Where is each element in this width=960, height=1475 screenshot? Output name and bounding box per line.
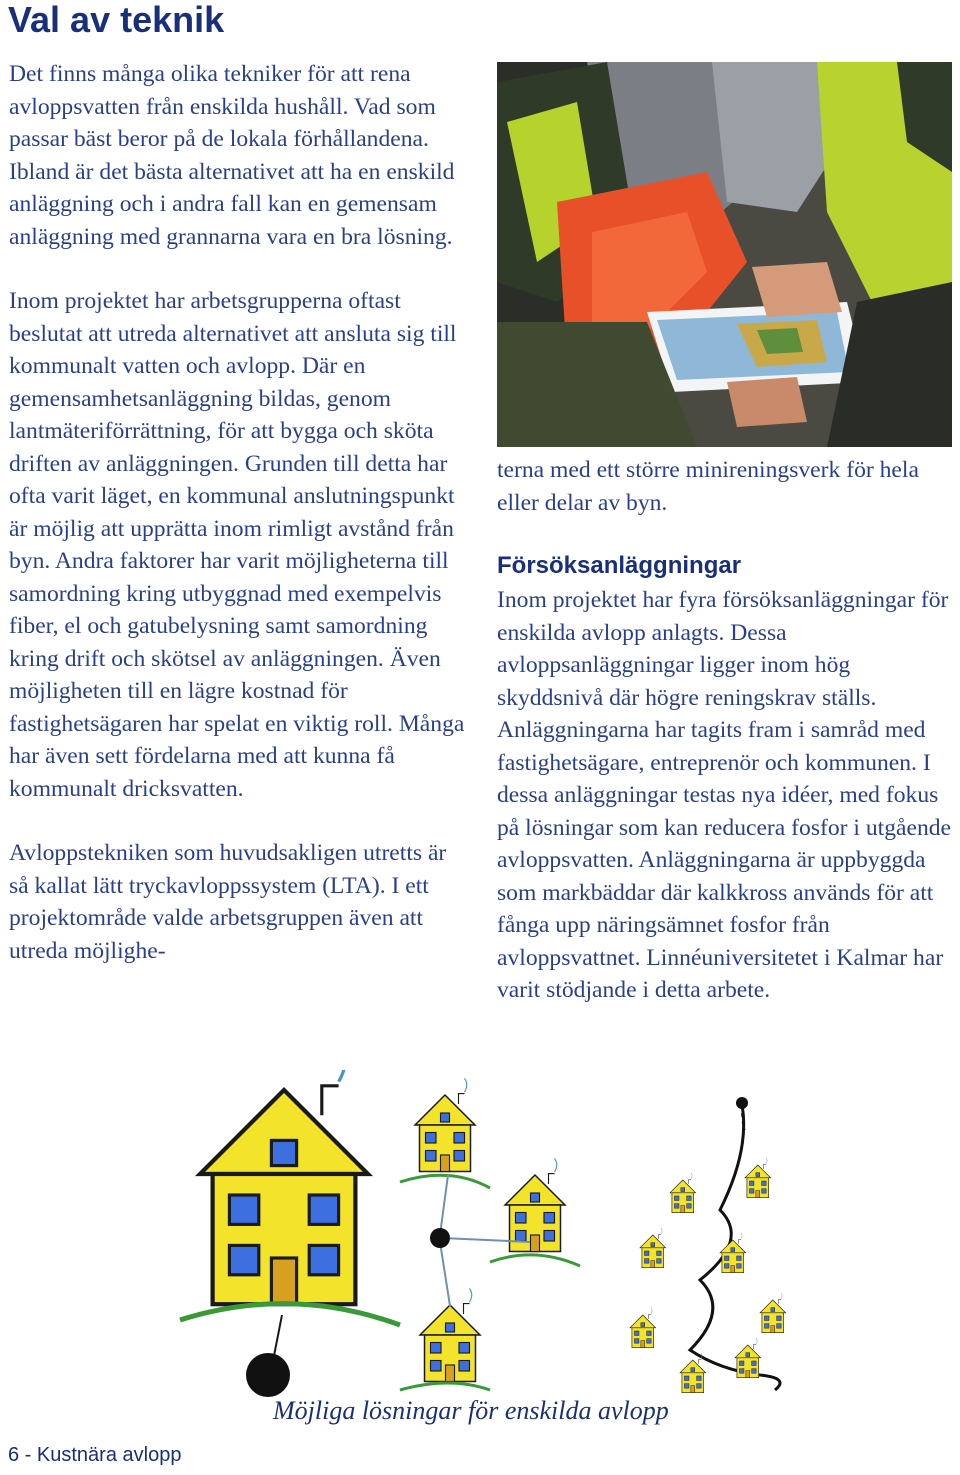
paragraph-project: Inom projektet har arbetsgrupperna oftast beslutat att utreda alternativet att ansluta sig till kommunalt vatten och avlopp. Där en gemensamhetsanläggning bildas, genom lantmäteriförrättning, för att bygga och sköta driften av anläggningen. Grunden till detta har ofta varit läget, en kommunal anslutningspunkt är möjlig att upprätta inom rimligt avstånd från byn. Andra faktorer har varit möjligheterna till samordning kring utbyggnad med exempelvis fiber, el och gatubelysning samt samordning kring drift och skötsel av anläggningen. Även möjligheten till en lägre kostnad för fastighetsägaren har spelat en viktig roll. Många har även sett fördelarna med att kunna få kommunalt dricksvatten. <box>9 288 465 802</box>
right-column-section <box>497 550 952 1007</box>
municipal-connection-icon <box>630 1097 786 1393</box>
septic-tank-icon <box>246 1353 290 1397</box>
left-column <box>9 58 471 967</box>
section-heading: Försöksanläggningar <box>497 552 742 579</box>
paragraph-technique: Avloppstekniken som huvudsakligen utretts är så kallat lätt tryckavloppssystem (LTA). I ett projektområde valde arbetsgruppen även att utreda möjlighe- <box>9 840 447 964</box>
illustration-caption: Möjliga lösningar för enskilda avlopp <box>273 1396 669 1425</box>
wastewater-solutions-illustration <box>160 1070 950 1405</box>
photo-people-with-map <box>497 62 952 447</box>
paragraph-section-body: Inom projektet har fyra försöksanläggningar för enskilda avlopp anlagts. Dessa avloppsanläggningar ligger inom hög skyddsnivå där högre reningskrav ställs. Anläggningarna har tagits fram i samråd med fastighetsägare, entreprenör och kommunen. I dessa anläggningar testas nya idéer, med fokus på lösningar som kan reducera fosfor i utgående avloppsvatten. Anläggningarna är uppbyggda som markbäddar där kalkkross används för att fånga upp näringsämnet fosfor från avloppsvattnet. Linnéuniversitetet i Kalmar har varit stödjande i detta arbete. <box>497 587 952 1003</box>
right-column-continuation <box>497 454 952 519</box>
illustration-svg <box>160 1070 950 1405</box>
shared-system-icon <box>400 1079 580 1391</box>
photo-illustration <box>497 62 952 447</box>
page-footer: 6 - Kustnära avlopp <box>8 1444 182 1466</box>
large-house-icon <box>180 1070 400 1397</box>
paragraph-continuation: terna med ett större minireningsverk för hela eller delar av byn. <box>497 457 919 516</box>
paragraph-intro: Det finns många olika tekniker för att rena avloppsvatten från enskilda hushåll. Vad som passar bäst beror på de lokala förhållandena. Ibland är det bästa alternativet att ha en enskild anläggning och i andra fall kan en gemensam anläggning med grannarna vara en bra lösning. <box>9 61 455 250</box>
page-title: Val av teknik <box>8 0 225 40</box>
shared-tank-icon <box>430 1228 450 1248</box>
